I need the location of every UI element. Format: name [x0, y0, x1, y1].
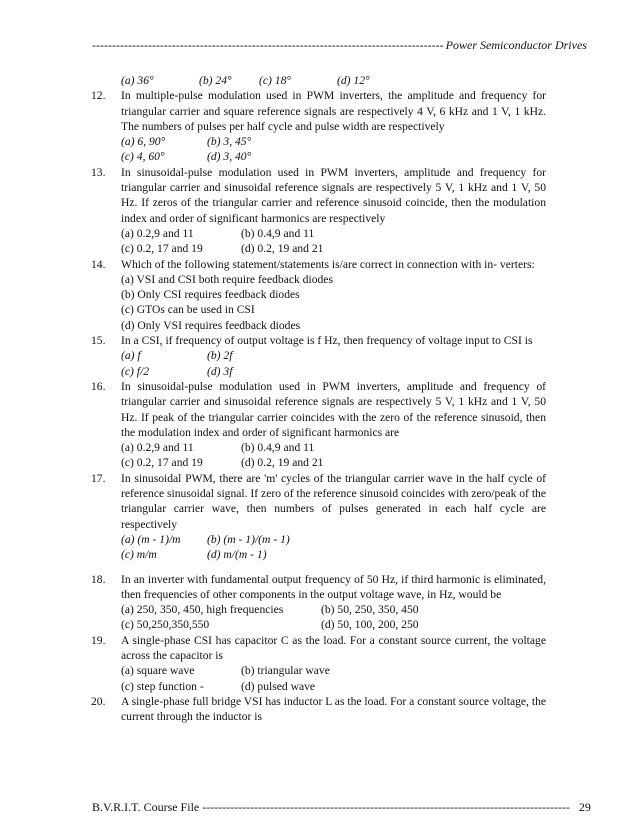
running-footer	[92, 800, 591, 815]
footer-course-file: B.V.R.I.T. Course File	[92, 800, 200, 814]
option-c: (c) 18°	[259, 74, 291, 87]
option-b: (b) Only CSI requires feedback diodes	[121, 288, 300, 302]
option-a: (a) 36°	[121, 74, 154, 87]
question-text: Which of the following statement/statements is/are correct in connection with in- verters:	[121, 257, 535, 271]
option-a: (a) 0.2,9 and 11	[121, 226, 194, 240]
options-row	[91, 663, 546, 678]
option-a: (a) 0.2,9 and 11	[121, 441, 194, 455]
question-list	[91, 73, 546, 724]
option-d: (d) Only VSI requires feedback diodes	[121, 318, 301, 332]
options-row	[91, 134, 546, 149]
question-15	[91, 333, 546, 348]
option-b: (b) 0.4,9 and 11	[241, 226, 315, 240]
question-text: In an inverter with fundamental output frequency of 50 Hz, if third harmonic is eliminated, then frequencies of other components in the output voltage wave, in Hz, would be	[121, 572, 546, 601]
options-row	[91, 149, 546, 164]
option-b: (b) 50, 250, 350, 450	[321, 603, 419, 617]
footer-rule: --------------------------------------------------------------------------------------------	[202, 800, 570, 814]
options-row	[91, 617, 546, 632]
option-b: (b) triangular wave	[241, 664, 330, 678]
option-b: (b) 0.4,9 and 11	[241, 441, 315, 455]
options-row	[91, 440, 546, 455]
option-a: (a) 250, 350, 450, high frequencies	[121, 603, 284, 617]
option-d: (d) 0.2, 19 and 21	[241, 456, 324, 470]
page-number: 29	[578, 800, 591, 814]
question-text: In sinusoidal PWM, there are 'm' cycles of the triangular carrier wave in the half cycle of reference sinusoidal signal. If zero of the reference sinusoid coincides with zero/peak of the triangular carrier wave, then numbers of pulses generated in each half cycle are respectively	[121, 471, 546, 531]
question-number: 13.	[91, 165, 106, 179]
option-c: (c) 0.2, 17 and 19	[121, 456, 203, 470]
option-c: (c) 50,250,350,550	[121, 618, 210, 632]
options-row	[91, 455, 546, 470]
option-a: (a) square wave	[121, 664, 195, 678]
option-d: (d) 0.2, 19 and 21	[241, 242, 324, 256]
option-d: (d) pulsed wave	[241, 679, 316, 693]
question-number: 19.	[91, 633, 106, 647]
options-row	[91, 364, 546, 379]
options-row	[91, 226, 546, 241]
option-b: (b) (m - 1)/(m - 1)	[207, 532, 290, 546]
question-text: A single-phase CSI has capacitor C as the load. For a constant source current, the voltage across the capacitor is	[121, 633, 546, 662]
question-text: In sinusoidal-pulse modulation used in PWM inverters, amplitude and frequency of triangular carrier and sinusoidal reference signals are respectively 5 V, 1 kHz and 1 V, 50 Hz. If peak of the triangular carrier coincides with the zero of the reference sinusoid, then the modulation index and order of significant harmonics are	[121, 379, 546, 439]
option-c: (c) f/2	[121, 364, 150, 378]
option-d: (d) m/(m - 1)	[207, 548, 267, 562]
options-row	[91, 679, 546, 694]
options-row	[91, 547, 546, 562]
header-title: Power Semiconductor Drives	[445, 38, 587, 52]
question-number: 12.	[91, 89, 106, 103]
previous-question-options	[91, 73, 546, 88]
option-c: (c) 4, 60°	[121, 150, 165, 164]
question-text: A single-phase full bridge VSI has inductor L as the load. For a constant source voltage, the current through the inductor is	[121, 694, 547, 724]
question-number: 17.	[91, 471, 106, 485]
option-a: (a) 6, 90°	[121, 135, 166, 149]
option-c: (c) step function -	[121, 679, 204, 693]
question-20	[91, 694, 546, 725]
running-header	[92, 38, 587, 53]
option-c: (c) 0.2, 17 and 19	[121, 242, 203, 256]
option-d: (d) 12°	[337, 74, 370, 87]
question-13	[91, 165, 546, 226]
question-number: 16.	[91, 379, 106, 393]
option-d: (d) 3, 40°	[207, 150, 252, 164]
question-16	[91, 379, 546, 440]
question-number: 15.	[91, 334, 106, 348]
option-a: (a) VSI and CSI both require feedback diodes	[121, 272, 333, 286]
question-number: 18.	[91, 572, 106, 586]
option-c: (c) m/m	[121, 548, 157, 562]
option-b: (b) 3, 45°	[207, 135, 252, 149]
options-row	[91, 532, 546, 547]
options-row	[91, 348, 546, 363]
question-14	[91, 257, 546, 272]
question-17	[91, 471, 546, 532]
option-b: (b) 24°	[199, 74, 232, 87]
options-row	[91, 241, 546, 256]
question-text: In a CSI, if frequency of output voltage is f Hz, then frequency of voltage input to CSI is	[121, 334, 533, 348]
option-b: (b) 2f	[207, 349, 233, 363]
options-row	[91, 602, 546, 617]
option-d: (d) 3f	[207, 364, 233, 378]
option-d: (d) 50, 100, 200, 250	[321, 618, 419, 632]
spacer	[91, 563, 546, 572]
option-a: (a) f	[121, 349, 141, 363]
question-text: In multiple-pulse modulation used in PWM inverters, the amplitude and frequency for triangular carrier and square reference signals are respectively 4 V, 6 kHz and 1 V, 1 kHz. The numbers of pulses per half cycle and pulse width are respectively	[121, 89, 546, 133]
header-rule: ----------------------------------------------------------------------------------------	[92, 38, 444, 52]
question-number: 20.	[91, 694, 106, 708]
question-18	[91, 572, 546, 603]
question-19	[91, 633, 546, 664]
question-text: In sinusoidal-pulse modulation used in PWM inverters, amplitude and frequency for triangular carrier and sinusoidal reference signals are respectively 5 V, 1 kHz and 1 V, 50 Hz. If zeros of the triangular carrier and reference sinusoid coincide, then the modulation index and order of significant harmonics are respectively	[121, 165, 546, 225]
question-12	[91, 88, 546, 134]
option-c: (c) GTOs can be used in CSI	[121, 303, 255, 317]
option-a: (a) (m - 1)/m	[121, 532, 181, 546]
question-number: 14.	[91, 257, 106, 271]
